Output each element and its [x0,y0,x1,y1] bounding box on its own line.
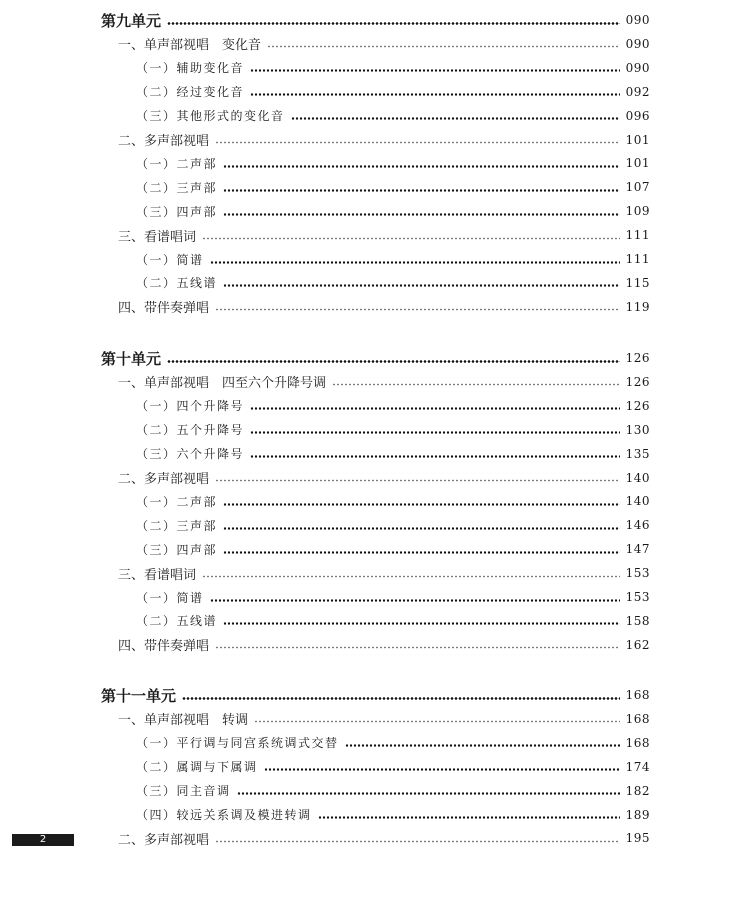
dot-leader [223,213,620,216]
toc-entry-page: 195 [625,831,650,846]
toc-entry-page: 168 [625,688,650,702]
toc-entry-page: 107 [625,180,650,195]
dot-leader [215,308,620,311]
dot-leader [223,622,620,625]
toc-entry-title: （三）四声部 [136,542,218,557]
toc-entry-title: 第十一单元 [101,686,177,705]
toc-subsection[interactable] [136,419,650,441]
dot-leader [210,261,620,264]
toc-section[interactable] [118,467,650,489]
toc-section[interactable] [118,708,650,730]
toc-subsection[interactable] [136,152,650,174]
dot-leader [202,237,620,240]
toc-entry-page: 158 [625,613,650,628]
toc-entry-title: （三）四声部 [136,204,218,219]
toc-entry-title: （一）二声部 [136,494,218,509]
toc-section[interactable] [118,634,650,656]
toc-entry-page: 092 [625,84,650,99]
toc-subsection[interactable] [136,804,650,826]
dot-leader [250,431,620,434]
dot-leader [202,575,620,578]
toc-entry-title: 第九单元 [101,11,162,30]
toc-entry-title: （二）五线谱 [136,614,218,629]
dot-leader [250,407,620,410]
toc-entry-page: 140 [625,470,650,485]
dot-leader [264,768,620,771]
toc-subsection[interactable] [136,395,650,417]
toc-entry-title: 第十单元 [101,349,162,368]
toc-subsection[interactable] [136,732,650,754]
toc-entry-title: （一）平行调与同宫系统调式交替 [136,736,339,751]
dot-leader [250,455,620,458]
dot-leader [223,503,620,506]
toc-subsection[interactable] [136,81,650,103]
dot-leader [223,551,620,554]
toc-section[interactable] [118,129,650,151]
toc-entry-page: 119 [625,299,650,314]
toc-entry-page: 130 [625,422,650,437]
toc-entry-page: 101 [625,132,650,147]
toc-entry-title: （一）辅助变化音 [136,61,245,76]
toc-section[interactable] [118,224,650,246]
toc-entry-title: （三）六个升降号 [136,447,245,462]
toc-subsection[interactable] [136,272,650,294]
toc-entry-page: 162 [625,637,650,652]
toc-entry-title: 二、多声部视唱 [118,832,210,848]
toc-entry-title: 二、多声部视唱 [118,472,210,487]
toc-entry-page: 111 [625,252,650,266]
toc-entry-page: 115 [625,275,650,290]
page-number-tab: 2 [12,834,74,846]
dot-leader [332,383,620,386]
toc-entry-page: 126 [625,398,650,413]
toc-entry-title: （二）三声部 [136,518,218,533]
toc-entry-title: 一、单声部视唱 转调 [118,713,249,729]
dot-leader [250,69,620,72]
toc-entry-title: （一）二声部 [136,156,218,171]
toc-entry-page: 189 [625,807,650,822]
toc-subsection[interactable] [136,538,650,560]
dot-leader [223,165,620,168]
toc-entry-title: 三、看谱唱词 [118,229,197,245]
toc-entry-title: （一）简谱 [136,590,204,605]
toc-entry-page: 168 [625,735,650,750]
toc-entry-title: 一、单声部视唱 四至六个升降号调 [118,376,327,392]
dot-leader [223,189,620,192]
toc-entry-page: 101 [625,156,650,171]
toc-entry-page: 140 [625,494,650,509]
toc-entry-page: 153 [625,566,650,581]
dot-leader [215,479,620,482]
toc-entry-page: 126 [625,374,650,389]
toc-entry-title: （一）简谱 [136,252,204,267]
toc-entry-page: 135 [625,446,650,461]
dot-leader [254,720,620,723]
dot-leader [223,284,620,287]
toc-section[interactable] [118,33,650,55]
toc-unit-heading[interactable] [101,684,650,706]
toc-entry-page: 090 [625,13,650,27]
toc-entry-title: 四、带伴奏弹唱 [118,639,210,655]
toc-subsection[interactable] [136,610,650,632]
toc-subsection[interactable] [136,248,650,270]
dot-leader [215,141,620,144]
toc-entry-page: 147 [625,542,650,557]
dot-leader [291,117,620,120]
toc-subsection[interactable] [136,443,650,465]
toc-entry-title: （二）三声部 [136,180,218,195]
toc-subsection[interactable] [136,514,650,536]
toc-section[interactable] [118,296,650,318]
toc-entry-page: 174 [625,759,650,774]
toc-entry-page: 153 [625,590,650,604]
dot-leader [210,599,620,602]
toc-entry-page: 090 [625,60,650,75]
toc-entry-page: 111 [625,228,650,243]
toc-unit-heading[interactable] [101,9,650,31]
dot-leader [345,744,620,747]
dot-leader [267,45,620,48]
toc-entry-page: 146 [625,518,650,533]
dot-leader [167,22,620,25]
toc-subsection[interactable] [136,57,650,79]
toc-subsection[interactable] [136,490,650,512]
toc-section[interactable] [118,827,650,849]
dot-leader [237,792,620,795]
toc-entry-page: 109 [625,204,650,219]
dot-leader [318,816,620,819]
dot-leader [250,93,620,96]
toc-entry-title: （三）同主音调 [136,784,231,799]
toc-section[interactable] [118,562,650,584]
toc-entry-title: （一）四个升降号 [136,399,245,414]
toc-unit-heading[interactable] [101,347,650,369]
toc-entry-title: （三）其他形式的变化音 [136,109,285,124]
toc-subsection[interactable] [136,200,650,222]
toc-entry-title: （二）五线谱 [136,276,218,291]
toc-entry-page: 126 [625,351,650,365]
toc-section[interactable] [118,371,650,393]
toc-entry-page: 168 [625,711,650,726]
toc-subsection[interactable] [136,105,650,127]
dot-leader [182,697,620,700]
toc-entry-title: （二）经过变化音 [136,85,245,100]
dot-leader [215,646,620,649]
dot-leader [215,840,620,843]
dot-leader [223,527,620,530]
toc-entry-title: （二）五个升降号 [136,423,245,438]
toc-entry-page: 182 [625,783,650,798]
toc-subsection[interactable] [136,780,650,802]
toc-entry-title: 四、带伴奏弹唱 [118,301,210,317]
toc-subsection[interactable] [136,586,650,608]
toc-entry-title: 二、多声部视唱 [118,134,210,149]
toc-subsection[interactable] [136,756,650,778]
toc-entry-title: 三、看谱唱词 [118,567,197,583]
dot-leader [167,360,620,363]
toc-entry-page: 096 [625,108,650,123]
toc-subsection[interactable] [136,176,650,198]
toc-entry-title: （二）属调与下属调 [136,760,258,775]
toc-entry-page: 090 [625,36,650,51]
toc-entry-title: 一、单声部视唱 变化音 [118,38,262,54]
toc-entry-title: （四）较远关系调及模进转调 [136,808,312,822]
